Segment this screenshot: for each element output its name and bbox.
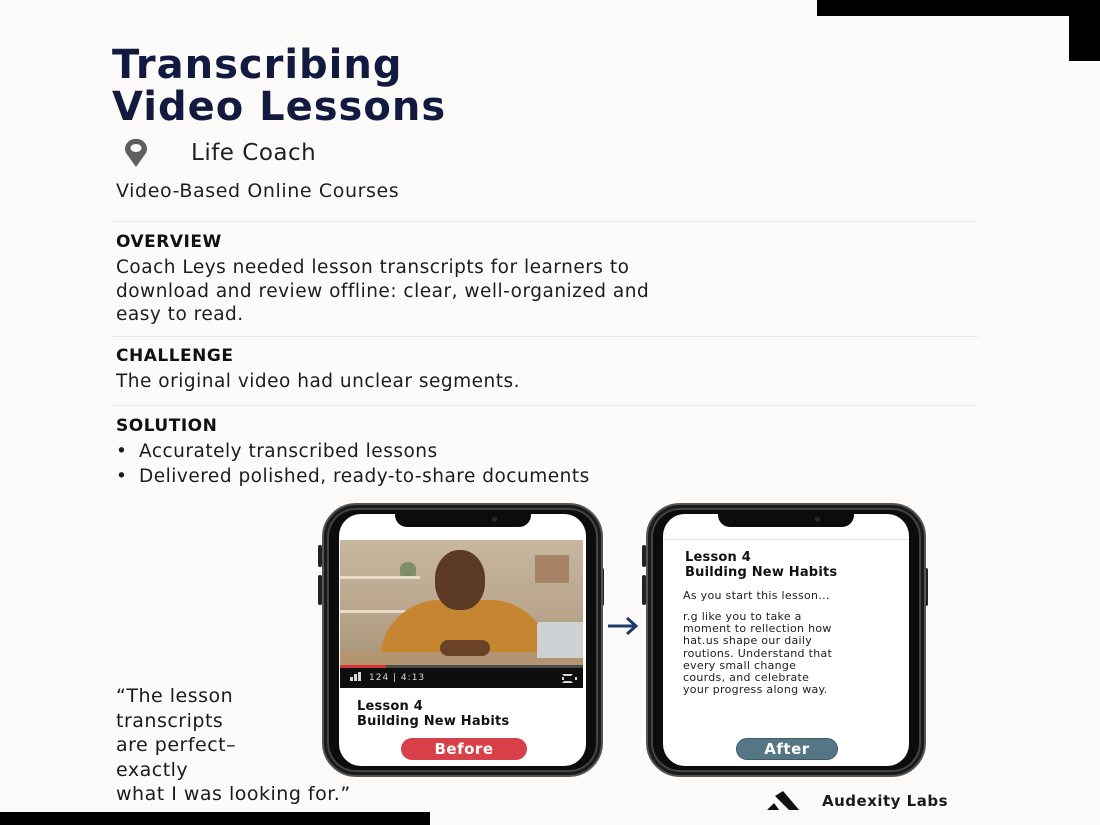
quote-line: what I was looking for.” [116,783,351,805]
video-controls [340,668,583,688]
transcript-line: courds, and celebrate [683,671,810,685]
role-label: Life Coach [191,140,317,166]
brand-name: Audexity Labs [822,792,949,810]
arrow-right-icon [606,616,640,636]
transcript-paragraph [683,611,832,696]
solution-item-text: Delivered polished, ready-to-share documents [139,466,590,487]
signal-icon[interactable] [350,672,361,684]
subtitle: Video-Based Online Courses [116,180,400,202]
quote-line: transcripts [116,709,224,732]
bullet: • [116,466,128,487]
client-role [118,138,316,168]
challenge-body: The original video had unclear segments. [116,371,521,392]
transcript-line: routions. Understand that [683,646,833,660]
transcript-intro: As you start this lesson... [683,589,830,602]
overview-line: easy to read. [116,304,244,325]
phone-notch [395,514,531,527]
decorative-corner-bar-right [1069,0,1100,61]
lesson-video[interactable] [340,540,583,665]
solution-item [116,439,590,464]
quote-line: exactly [116,758,189,781]
title-line-1: Transcribing [112,42,403,88]
decorative-bottom-bar [0,812,430,825]
lesson-number: Lesson 4 [685,550,751,565]
transcript-line: your progress along way. [683,683,828,697]
divider [112,405,978,406]
overview-line: Coach Leys needed lesson transcripts for learners to [116,257,630,278]
phone-notch [718,514,854,527]
quote-line: are perfect– [116,734,237,756]
solution-list [116,439,590,489]
overview-heading: OVERVIEW [116,232,222,252]
after-phone-screen [663,514,909,766]
page-title [112,44,446,128]
solution-item [116,464,590,489]
location-pin-icon [118,138,154,168]
bullet: • [116,441,128,462]
challenge-heading: CHALLENGE [116,346,234,366]
after-badge: After [736,738,838,760]
brand [764,790,948,812]
solution-item-text: Accurately transcribed lessons [139,441,438,462]
fullscreen-icon[interactable] [562,674,573,683]
before-badge: Before [401,738,527,760]
title-line-2: Video Lessons [112,84,447,130]
transcript-line: moment to rellection how [683,622,832,636]
divider [112,336,978,337]
before-phone [322,503,603,777]
solution-heading: SOLUTION [116,416,218,436]
decorative-corner-bar-top [817,0,1100,16]
overview-body [116,256,906,327]
transcript-line: every small change [683,658,797,672]
lesson-title: Building New Habits [685,565,838,580]
lesson-heading [685,550,837,580]
divider [663,539,909,540]
audexity-logo-icon [764,790,812,812]
lesson-heading [357,699,509,729]
lesson-title: Building New Habits [357,714,510,729]
overview-line: download and review offline: clear, well-organized and [116,280,650,302]
after-phone [646,503,926,777]
before-phone-screen [339,514,586,766]
quote-line: “The lesson [116,685,234,707]
lesson-number: Lesson 4 [357,699,423,714]
testimonial-quote [116,684,351,807]
transcript-line: hat.us shape our daily [683,634,813,648]
video-time: 124 | 4:13 [369,673,426,683]
transcript-line: r.g like you to take a [683,610,802,623]
divider [112,221,978,222]
